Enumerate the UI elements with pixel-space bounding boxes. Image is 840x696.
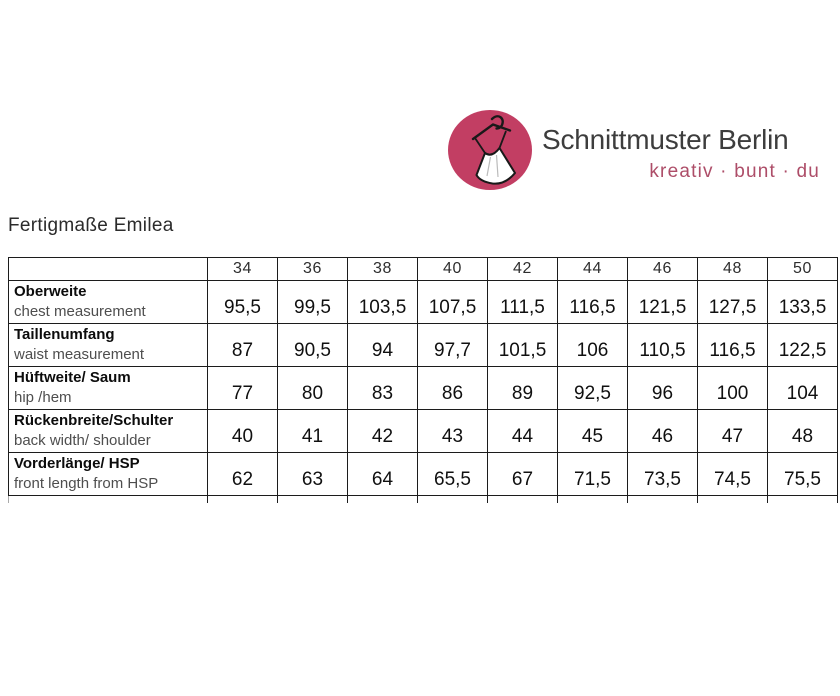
brand-tagline: kreativ · bunt · du [649,161,820,182]
measurement-value-cell: 96 [628,367,698,410]
table-corner-cell [9,258,208,281]
measurement-value-cell: 75,5 [768,453,838,496]
logo-text-block [542,124,820,183]
measurement-value-cell: 67 [488,453,558,496]
row-label-cell [9,324,208,367]
size-column-header: 50 [768,258,838,281]
column-stub-row [9,496,838,503]
measurement-value-cell: 44 [488,410,558,453]
brand-logo [448,109,532,191]
column-stub [488,496,558,503]
measurement-value-cell: 104 [768,367,838,410]
page-title: Fertigmaße Emilea [8,215,174,236]
measurement-value-cell: 64 [348,453,418,496]
measurement-value-cell: 71,5 [558,453,628,496]
measurement-value-cell: 133,5 [768,281,838,324]
column-stub [9,496,208,503]
size-column-header: 40 [418,258,488,281]
measurement-value-cell: 80 [278,367,348,410]
measurement-value-cell: 83 [348,367,418,410]
row-label-english: front length from HSP [14,475,159,492]
measurement-value-cell: 48 [768,410,838,453]
row-label-german: Vorderlänge/ HSP [14,455,140,472]
row-label-cell [9,367,208,410]
row-label-english: hip /hem [14,389,72,406]
measurement-value-cell: 107,5 [418,281,488,324]
row-label-english: back width/ shoulder [14,432,151,449]
row-label-german: Rückenbreite/Schulter [14,412,174,429]
row-label-cell [9,453,208,496]
size-column-header: 38 [348,258,418,281]
measurement-value-cell: 103,5 [348,281,418,324]
row-label-english: waist measurement [14,346,145,363]
column-stub [278,496,348,503]
measurement-value-cell: 87 [208,324,278,367]
measurement-row [9,367,838,410]
measurement-value-cell: 47 [698,410,768,453]
row-label-german: Oberweite [14,283,87,300]
measurement-value-cell: 62 [208,453,278,496]
measurement-value-cell: 40 [208,410,278,453]
measurement-value-cell: 110,5 [628,324,698,367]
size-column-header: 44 [558,258,628,281]
row-label-cell [9,281,208,324]
row-label-cell [9,410,208,453]
column-stub [628,496,698,503]
measurement-value-cell: 127,5 [698,281,768,324]
measurement-row [9,453,838,496]
size-column-header: 36 [278,258,348,281]
measurement-value-cell: 95,5 [208,281,278,324]
size-column-header: 42 [488,258,558,281]
size-column-header: 34 [208,258,278,281]
column-stub [698,496,768,503]
row-label-english: chest measurement [14,303,146,320]
measurement-value-cell: 99,5 [278,281,348,324]
size-column-header: 46 [628,258,698,281]
measurement-value-cell: 74,5 [698,453,768,496]
measurement-row [9,324,838,367]
column-stub [768,496,838,503]
measurement-value-cell: 116,5 [558,281,628,324]
measurement-value-cell: 41 [278,410,348,453]
size-column-header: 48 [698,258,768,281]
measurement-value-cell: 100 [698,367,768,410]
measurement-value-cell: 42 [348,410,418,453]
measurement-row [9,410,838,453]
measurement-value-cell: 116,5 [698,324,768,367]
measurement-value-cell: 94 [348,324,418,367]
brand-name: Schnittmuster Berlin [542,124,789,155]
measurement-value-cell: 111,5 [488,281,558,324]
measurement-value-cell: 90,5 [278,324,348,367]
measurement-value-cell: 73,5 [628,453,698,496]
size-measurement-table [8,257,838,503]
measurement-value-cell: 89 [488,367,558,410]
row-label-german: Taillenumfang [14,326,115,343]
measurement-value-cell: 77 [208,367,278,410]
measurement-value-cell: 122,5 [768,324,838,367]
column-stub [418,496,488,503]
measurement-value-cell: 121,5 [628,281,698,324]
column-stub [348,496,418,503]
column-stub [208,496,278,503]
measurement-value-cell: 97,7 [418,324,488,367]
size-header-row [9,258,838,281]
measurement-row [9,281,838,324]
measurement-value-cell: 92,5 [558,367,628,410]
measurement-value-cell: 45 [558,410,628,453]
measurement-value-cell: 43 [418,410,488,453]
measurement-value-cell: 101,5 [488,324,558,367]
column-stub [558,496,628,503]
row-label-german: Hüftweite/ Saum [14,369,131,386]
measurement-value-cell: 63 [278,453,348,496]
measurement-value-cell: 65,5 [418,453,488,496]
measurement-value-cell: 46 [628,410,698,453]
measurement-value-cell: 106 [558,324,628,367]
measurement-value-cell: 86 [418,367,488,410]
